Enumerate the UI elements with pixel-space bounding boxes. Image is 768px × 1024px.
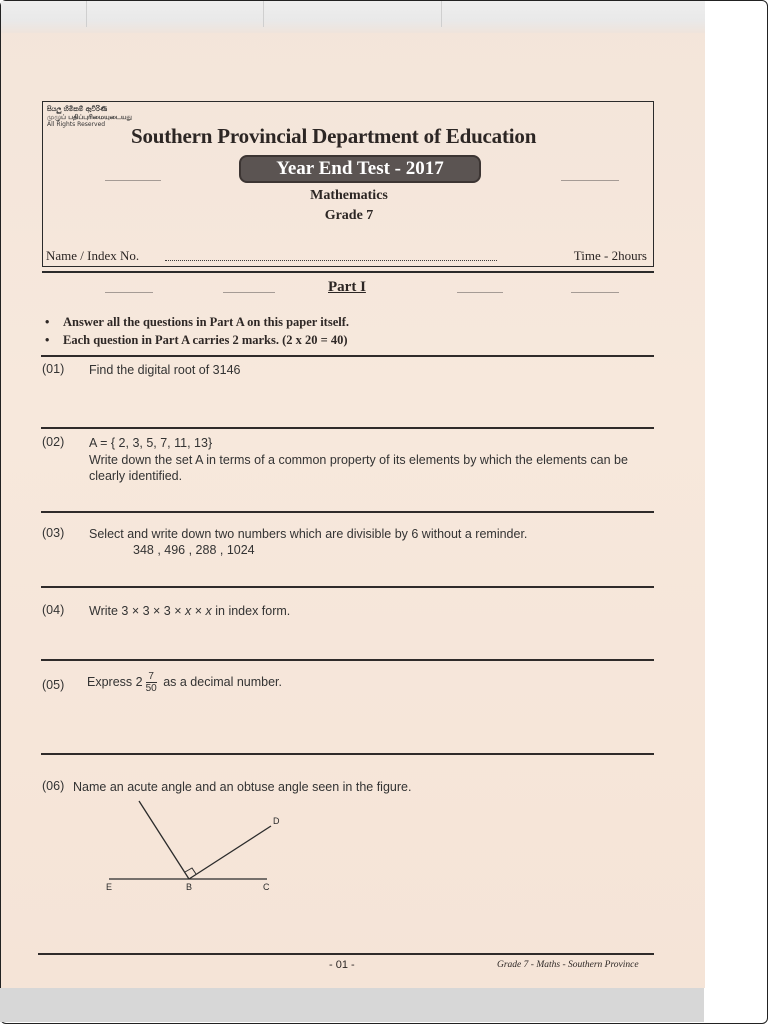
- question-text-part: in index form.: [211, 604, 291, 618]
- subject-title: Mathematics: [310, 188, 388, 203]
- question-number: (04): [42, 603, 65, 617]
- point-label-b: B: [186, 882, 193, 892]
- question-number: (03): [42, 526, 65, 540]
- question-number: (06): [42, 779, 65, 793]
- variable-x: x: [205, 604, 212, 618]
- edge-line: [263, 1, 264, 27]
- copyright-line-english: All Rights Reserved: [47, 121, 106, 128]
- question-text: [89, 603, 290, 619]
- page-number: - 01 -: [329, 959, 355, 971]
- copyright-line-tamil: முழுப் பதிப்புரிமையுடையது: [47, 113, 133, 121]
- variable-x: x: [185, 604, 192, 618]
- question-text-part: Write 3 × 3 × 3 ×: [89, 604, 186, 618]
- scan-bottom-band: [0, 988, 704, 1022]
- header-divider: [42, 271, 654, 273]
- faint-bleed-line: [223, 292, 275, 293]
- fraction: [146, 671, 157, 694]
- footer-divider: [38, 953, 654, 955]
- question-text-part: ×: [191, 604, 206, 618]
- point-label-e: E: [106, 882, 113, 892]
- question-text: clearly identified.: [89, 469, 183, 483]
- answer-line[interactable]: [41, 427, 654, 429]
- answer-line[interactable]: [41, 586, 654, 588]
- instruction-item: [45, 333, 348, 348]
- question-number: (02): [42, 435, 65, 449]
- question-number: (01): [42, 362, 65, 376]
- time-allowed: Time - 2hours: [573, 248, 647, 263]
- bullet-icon: •: [45, 315, 50, 329]
- name-index-field: [165, 260, 497, 261]
- faint-bleed-line: [457, 292, 503, 293]
- faint-bleed-line: [105, 292, 153, 293]
- question-text-part: as a decimal number.: [159, 674, 283, 689]
- faint-bleed-line: [105, 180, 161, 181]
- question-text: Select and write down two numbers which are divisible by 6 without a reminder.: [89, 527, 528, 541]
- answer-line[interactable]: [41, 511, 654, 513]
- point-label-c: C: [263, 882, 270, 892]
- question-text: Write down the set A in terms of a common property of its elements by which the elements can be: [89, 453, 628, 467]
- question-text: Name an acute angle and an obtuse angle seen in the figure.: [73, 780, 412, 794]
- ray-ba: [139, 801, 189, 879]
- answer-line[interactable]: [41, 753, 654, 755]
- organization-title: Southern Provincial Department of Education: [131, 124, 537, 148]
- exam-header: [42, 101, 654, 267]
- footer-note: Grade 7 - Maths - Southern Province: [497, 960, 639, 970]
- copyright-line-sinhala: සියලු හිමිකම් ඇවිරිණි: [47, 105, 108, 113]
- copyright-logo: [47, 105, 137, 129]
- instruction-text: Each question in Part A carries 2 marks. (2 x 20 = 40): [63, 333, 348, 347]
- question-text-part: Express 2: [87, 674, 143, 689]
- name-index-label: Name / Index No.: [46, 248, 140, 263]
- part-title: Part I: [328, 279, 366, 295]
- faint-bleed-line: [571, 292, 619, 293]
- ray-bd: [189, 826, 271, 879]
- edge-line: [441, 1, 442, 27]
- edge-line: [86, 1, 87, 27]
- instruction-item: [45, 315, 349, 330]
- number-list: 348 , 496 , 288 , 1024: [133, 543, 255, 557]
- faint-bleed-line: [561, 180, 619, 181]
- instruction-text: Answer all the questions in Part A on this paper itself.: [63, 315, 350, 329]
- answer-line[interactable]: [41, 659, 654, 661]
- exam-page: [1, 1, 705, 988]
- angle-figure: [99, 796, 299, 896]
- right-angle-icon: [185, 868, 196, 874]
- question-text: Find the digital root of 3146: [89, 363, 241, 377]
- question-number: (05): [42, 678, 65, 692]
- point-label-d: D: [273, 816, 280, 826]
- bullet-icon: •: [45, 333, 50, 347]
- fraction-numerator: 7: [146, 671, 157, 683]
- test-title-banner: Year End Test - 2017: [239, 155, 481, 183]
- grade-title: Grade 7: [324, 208, 374, 223]
- question-text: [87, 671, 282, 694]
- fraction-denominator: 50: [145, 683, 157, 694]
- question-divider: [41, 355, 654, 357]
- question-text: A = { 2, 3, 5, 7, 11, 13}: [89, 436, 213, 450]
- previous-page-edge: [1, 1, 705, 33]
